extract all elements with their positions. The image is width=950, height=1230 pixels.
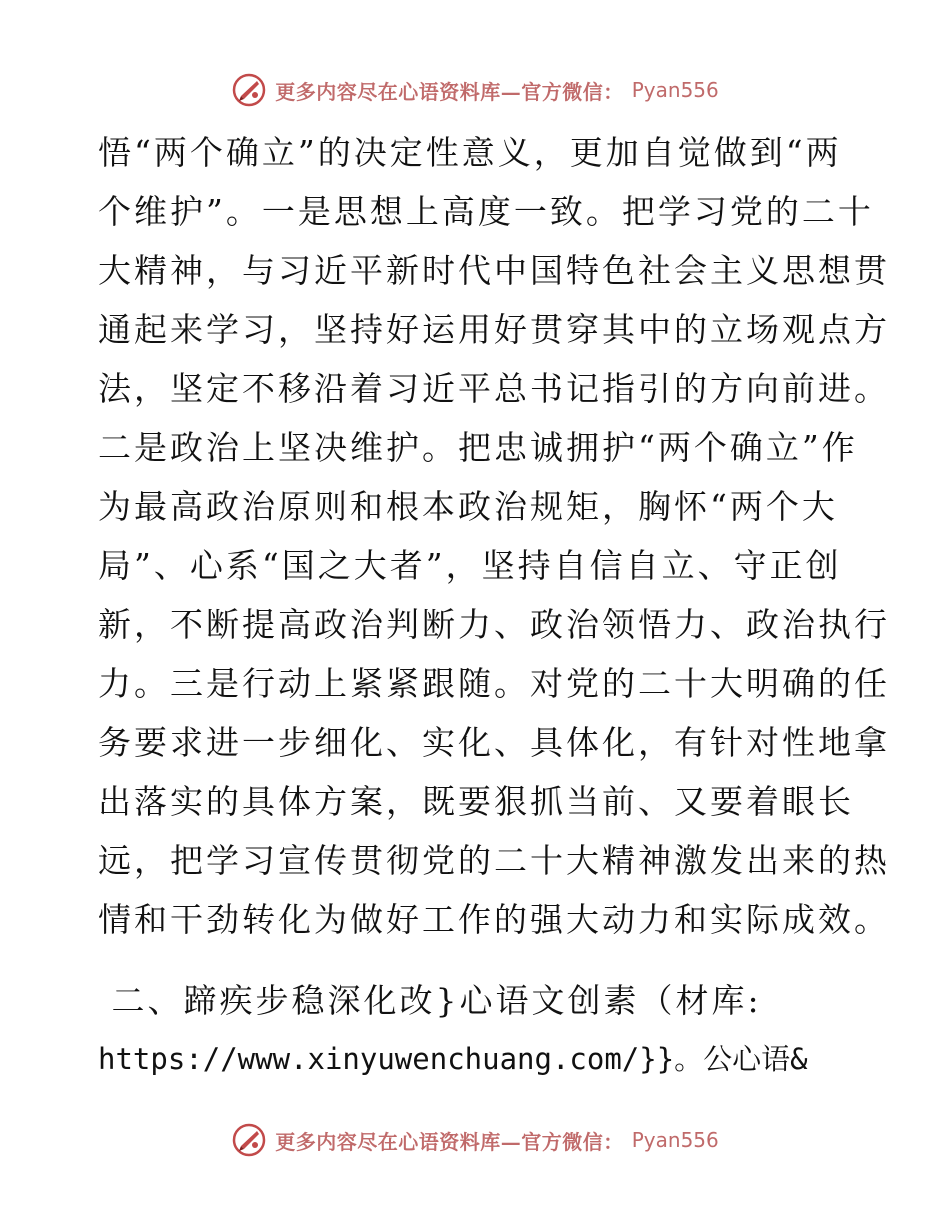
footer-watermark [0,1120,950,1160]
paragraph-line: 力。三是行动上紧紧跟随。对党的二十大明确的任 [98,664,890,703]
paragraph-line: 局”、心系“国之大者”，坚持自信自立、守正创 [98,546,842,585]
header-watermark [0,70,950,110]
paragraph-spacer [98,949,858,971]
paragraph-line: 出落实的具体方案，既要狠抓当前、又要着眼长 [98,782,854,821]
paragraph-line: 新，不断提高政治判断力、政治领悟力、政治执行 [98,605,890,644]
paragraph-line: 法，坚定不移沿着习近平总书记指引的方向前进。 [98,369,890,408]
watermark-text: 更多内容尽在心语资料库—官方微信： [275,79,624,104]
pen-logo-icon [231,1122,267,1158]
watermark-wechat-id: Pyan556 [631,78,719,102]
paragraph-line: 为最高政治原则和根本政治规矩，胸怀“两个大 [98,487,838,526]
document-body [98,123,890,1089]
paragraph-line: 通起来学习，坚持好运用好贯穿其中的立场观点方 [98,310,890,349]
pen-logo-icon [231,72,267,108]
paragraph-line: 个维护”。一是思想上高度一致。把学习党的二十 [98,192,874,231]
section-heading: 二、蹄疾步稳深化改}心语文创素（材库: [98,981,762,1020]
watermark-wechat-id: Pyan556 [631,1128,719,1152]
paragraph-line: 远，把学习宣传贯彻党的二十大精神激发出来的热 [98,841,890,880]
watermark-text: 更多内容尽在心语资料库—官方微信： [275,1129,624,1154]
paragraph-line: 悟“两个确立”的决定性意义，更加自觉做到“两 [98,133,842,172]
paragraph-line: 务要求进一步细化、实化、具体化，有针对性地拿 [98,723,890,762]
paragraph-line: 情和干劲转化为做好工作的强大动力和实际成效。 [98,900,890,939]
url-line: https://www.xinyuwenchuang.com/}}。公心语& [98,1042,808,1076]
paragraph-line: 二是政治上坚决维护。把忠诚拥护“两个确立”作 [98,428,858,467]
paragraph-line: 大精神，与习近平新时代中国特色社会主义思想贯 [98,251,890,290]
